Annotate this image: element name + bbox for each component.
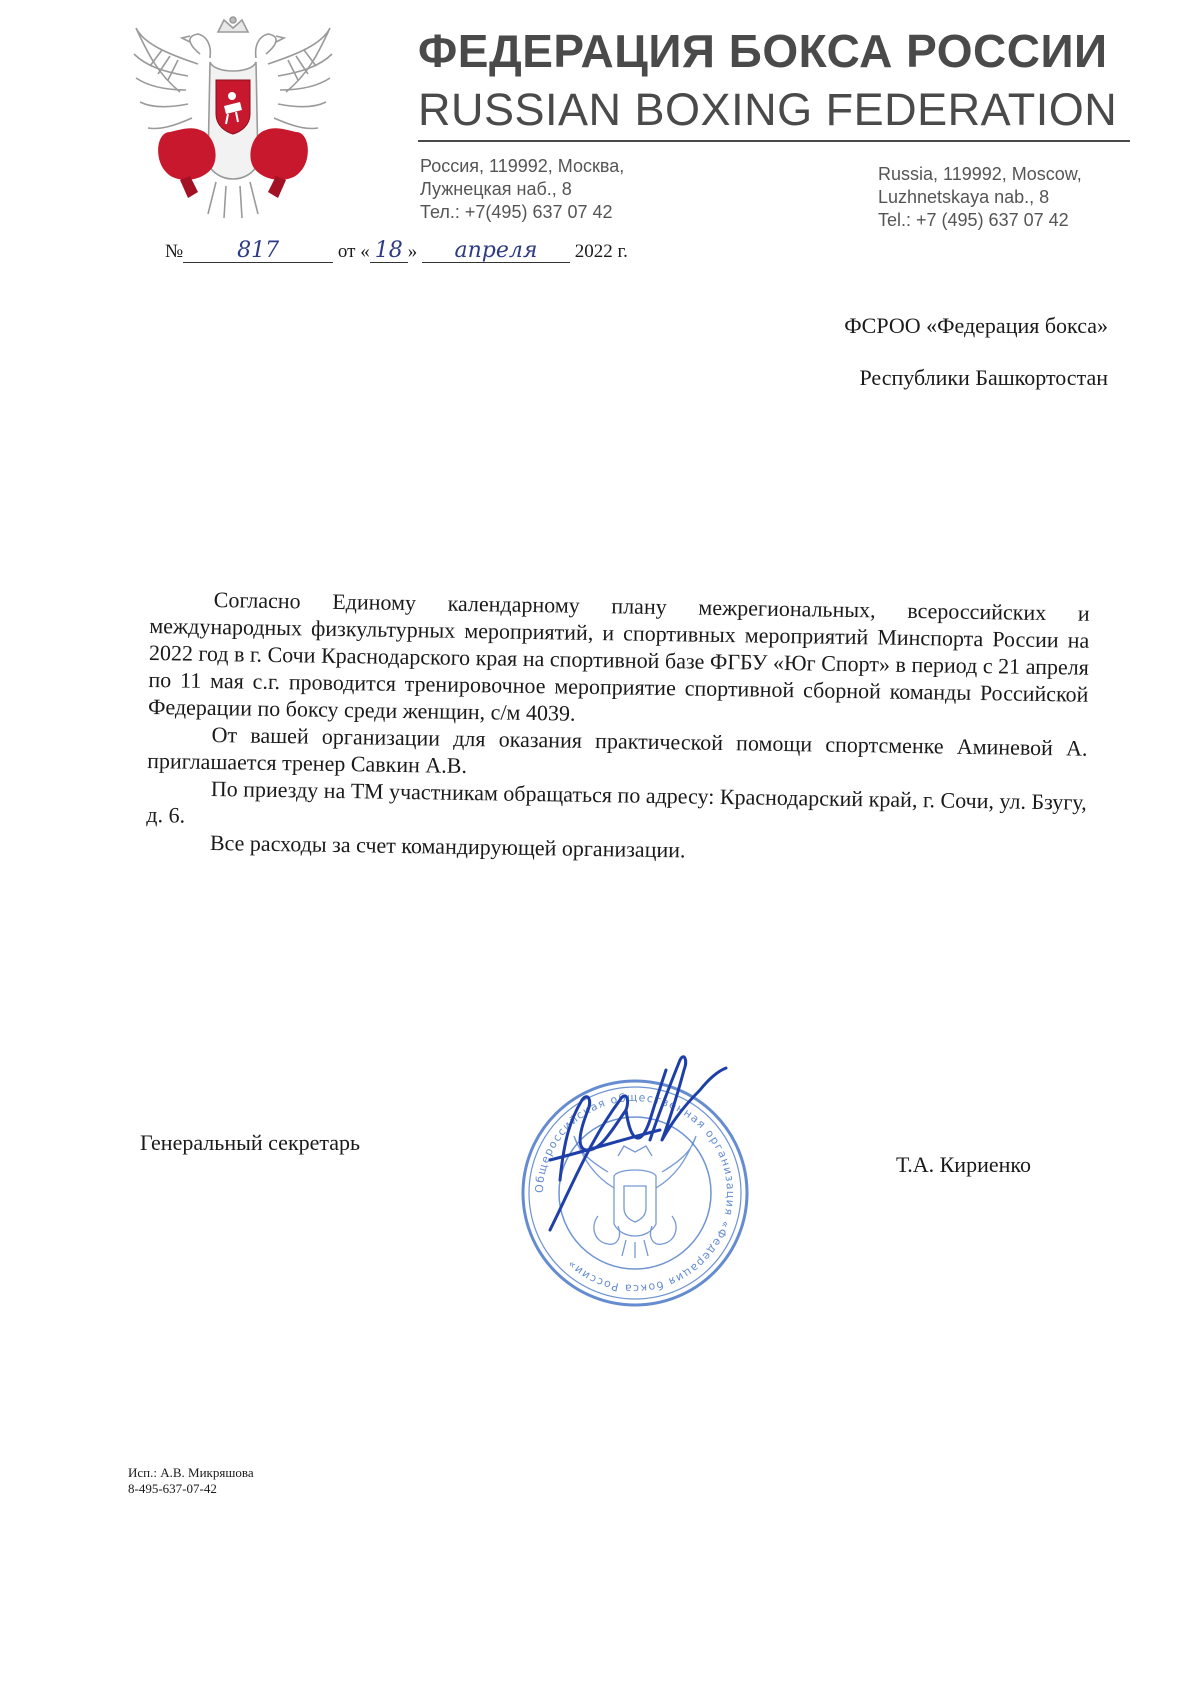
letterhead-divider <box>418 140 1130 142</box>
document-month: апреля <box>422 240 570 263</box>
address-ru-line: Россия, 119992, Москва, <box>420 156 625 176</box>
addressee-line: ФСРОО «Федерация бокса» <box>844 313 1108 338</box>
document-number: 817 <box>183 240 333 263</box>
addressee-line: Республики Башкортостан <box>859 365 1108 390</box>
quote-close: » <box>407 241 418 262</box>
handwritten-signature-icon <box>530 1030 760 1260</box>
body-paragraph: Согласно Единому календарному плану межрегиональных, всероссийских и международных физкультурных мероприятий, и спортивных мероприятий Минспорта России на 2022 год в г. Сочи Краснодарского края на спортивной базе ФГБУ «Юг Спорт» в период с 21 апреля по 11 мая с.г. проводится тренировочное мероприятие спортивной сборной команды Российской Федерации по боксу среди женщин, с/м 4039. <box>147 587 1090 726</box>
address-ru <box>420 155 624 224</box>
performer-name: Исп.: А.В. Микряшова <box>128 1465 254 1480</box>
federation-title-en: RUSSIAN BOXING FEDERATION <box>418 84 1118 135</box>
document-year: 2022 г. <box>574 241 628 262</box>
address-en-line: Tel.: +7 (495) 637 07 42 <box>878 210 1069 230</box>
address-ru-line: Лужнецкая наб., 8 <box>420 179 572 199</box>
performer-info <box>128 1465 254 1497</box>
body-paragraph: Все расходы за счет командирующей организации. <box>209 829 686 863</box>
address-en-line: Luzhnetskaya nab., 8 <box>878 187 1050 207</box>
federation-emblem-icon <box>128 14 338 224</box>
number-label: № <box>165 241 184 262</box>
document-day: 18 <box>370 240 408 263</box>
quote-open: « <box>360 241 370 262</box>
address-en <box>878 163 1082 232</box>
federation-title-ru: ФЕДЕРАЦИЯ БОКСА РОССИИ <box>418 25 1108 77</box>
performer-phone: 8-495-637-07-42 <box>128 1481 217 1496</box>
body-paragraph: От вашей организации для оказания практической помощи спортсменке Аминевой А. приглашается тренер Савкин А.В. <box>147 721 1088 778</box>
letter-body <box>146 585 1090 870</box>
document-reference <box>165 240 628 263</box>
stamp-ring-text: Общероссийская общественная организация «Федерация бокса России» <box>532 1090 738 1296</box>
from-label: от <box>337 241 356 262</box>
body-paragraph: По приезду на ТМ участникам обращаться по адресу: Краснодарский край, г. Сочи, ул. Бзугу, д. 6. <box>146 775 1087 828</box>
signatory-title: Генеральный секретарь <box>140 1130 361 1155</box>
address-ru-line: Тел.: +7(495) 637 07 42 <box>420 202 613 222</box>
signatory-name: Т.А. Кириенко <box>896 1152 1031 1177</box>
address-en-line: Russia, 119992, Moscow, <box>878 164 1082 184</box>
